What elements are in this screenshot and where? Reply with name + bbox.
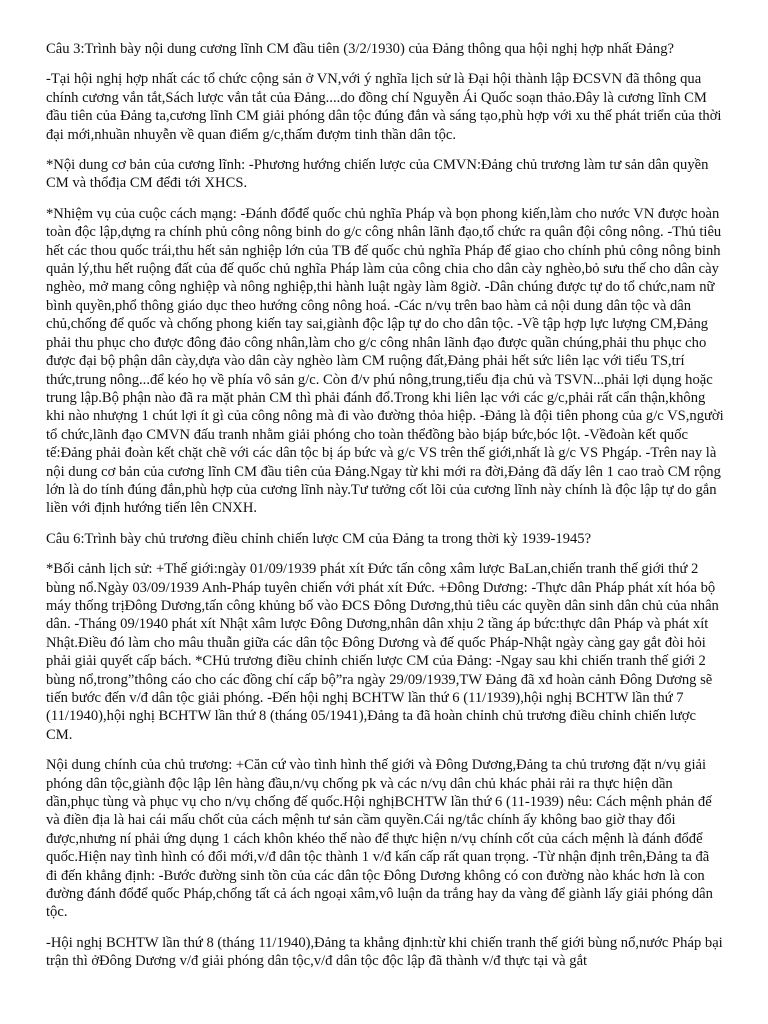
question-3-heading: Câu 3:Trình bày nội dung cương lĩnh CM đầu tiên (3/2/1930) của Đảng thông qua hội nghị hợp nhất Đảng? xyxy=(46,41,674,57)
question-3-tasks-paragraph: *Nhiệm vụ của cuộc cách mạng: -Đánh đổđể quốc chủ nghĩa Pháp và bọn phong kiến,làm cho nước VN được hoàn toàn độc lập,dựng ra chính phủ công nông binh do g/c công nhân lãnh đạo,tổ chức ra quân đội công nông. -Thủ tiêu hết các thou quốc trái,thu hết sản nghiệp lớn của TB đế quốc chủ nghĩa Pháp để giao cho chính phủ công nông binh quản lý,thu hết ruộng đất của đế quốc chủ nghĩa Pháp làm của công chia cho dân cày nghèo,bỏ sưu thế cho dân cày nghèo, mở mang công nghiệp và nông nghiệp,thi hành luật ngày làm 8giờ. -Dân chúng được tự do tổ chức,nam nữ bình quyền,phổ thông giáo dục theo hướng công nông hoá. -Các n/vụ trên bao hàm cả nội dung dân tộc và dân chủ,chống để quốc và chống phong kiến tay sai,giành độc lập tự do cho dân tộc. -Về tập hợp lực lượng CM,Đảng phải thu phục cho được đông đảo công nhân,làm cho g/c công nhân lãnh đạo được quần chúng,phải thu phục cho được đại bộ phận dân cày,dựa vào dân cày nghèo làm CM ruộng đất,Đảng phải hết sức liên lạc với tiểu TS,trí thức,trung nông...để kéo họ về phía vô sản g/c. Còn đ/v phú nông,trung,tiểu địa chủ và TSVN...phải lợi dụng hoặc trung lập.Bộ phận nào đã ra mặt phản CM thì phải đánh đổ.Trong khi liên lạc với các g/c,phải rất cẩn thận,không khi nào nhượng 1 chút lợi ít gì của công nông mà đi vào đường thỏa hiệp. -Đảng là đội tiên phong của g/c VS,người tổ chức,lãnh đạo CMVN đấu tranh nhằm giải phóng cho toàn thểđồng bào bịáp bức,bóc lột. -Vềđoàn kết quốc tế:Đảng phải đoàn kết chặt chẽ với các dân tộc bị áp bức và g/c VS trên thế giới,nhất là g/c VS Phgáp. -Trên nay là nội dung cơ bản của cương lĩnh CM đầu tiên của Đảng.Ngay từ khi mới ra đời,Đảng đã dấy lên 1 cao traò CM rộng lớn là do tính đúng đắn,phù hợp của cương lĩnh này.Tư tưởng cốt lõi của cương lĩnh này chính là độc lập tự do gắn liền với định hướng tiến lên CNXH. xyxy=(46,205,724,517)
question-6-content-paragraph: Nội dung chính của chủ trương: +Căn cứ vào tình hình thế giới và Đông Dương,Đảng ta chủ trương đặt n/vụ giải phóng dân tộc,giành độc lập lên hàng đầu,n/vụ chống pk và các n/vụ dân chủ khác phải rải ra thực hiện dần dần,phục tùng và phục vụ cho n/vụ chống đế quốc.Hội nghịBCHTW lần thứ 6 (11-1939) nêu: Cách mệnh phản đế và điền địa là hai cái mấu chốt của cách mệnh tư sản cầm quyền.Cái ng/tắc chính ấy không bao giờ thay đổi được,nhưng ní phải ứng dụng 1 cách khôn khéo thế nào để thực hiện n/vụ chính cốt của cách mệnh là đánh đổđể quốc.Hiện nay tình hình có đổi mới,v/đ dân tộc thành 1 v/đ kấn cấp rất quan trọng. -Từ nhận định trên,Đảng ta đã đi đến khẳng định: -Bước đường sinh tồn của các dân tộc Đông Dương không có con đường nào khác hơn là con đường đánh đổđể quốc Pháp,chống tất cả ách ngoại xâm,vô luận da trắng hay da vàng để giành lấy giải phóng dân tộc. xyxy=(46,757,713,921)
question-6-conference-paragraph: -Hội nghị BCHTW lần thứ 8 (tháng 11/1940),Đảng ta khẳng định:từ khi chiến tranh thế giới bùng nổ,nước Pháp bại trận thì ởĐông Dương v/đ giải phóng dân tộc,v/đ dân tộc độc lập đã thành v/đ thực tại và gắt xyxy=(46,934,723,970)
question-3-strategy-paragraph: *Nội dung cơ bản của cương lĩnh: -Phương hướng chiến lược của CMVN:Đảng chủ trương làm tư sản dân quyền CM và thổđịa CM đểđi tới XHCS. xyxy=(46,157,709,192)
question-6-heading: Câu 6:Trình bày chủ trương điều chỉnh chiến lược CM của Đảng ta trong thời kỳ 1939-1945? xyxy=(46,530,592,547)
question-3-intro-paragraph: -Tại hội nghị hợp nhất các tổ chức cộng sản ở VN,với ý nghĩa lịch sử là Đại hội thành lập ĐCSVN đã thông qua chính cương vắn tắt,Sách lược vắn tắt của Đảng....do đồng chí Nguyễn Ái Quốc soạn thảo.Đây là cương lĩnh CM đầu tiên của Đảng ta,cương lĩnh CM giải phóng dân tộc đúng đắn và sáng tạo,phù hợp với xu thế phát triển của thời đại mới,nhuần nhuyễn về quan điểm g/c,thấm đượm tinh thần dân tộc. xyxy=(46,71,722,143)
question-6-context-paragraph: *Bối cảnh lịch sử: +Thế giới:ngày 01/09/1939 phát xít Đức tấn công xâm lược BaLan,chiến tranh thế giới thứ 2 bùng nổ.Ngày 03/09/1939 Anh-Pháp tuyên chiến với phát xít Đức. +Đông Dương: -Thực dân Pháp phát xít hóa bộ máy thống trịĐông Dương,tấn công khủng bố vào ĐCS Đông Dương,thủ tiêu các quyền dân sinh dân chủ của nhân dân. -Tháng 09/1940 phát xít Nhật xâm lược Đông Dương,nhân dân xhịu 2 tầng áp bức:thực dân Pháp và phát xít Nhật.Điều đó làm cho mâu thuẫn giữa các dân tộc Đông Dương và đế quốc Pháp-Nhật ngày càng gay gắt đòi hỏi phải giải quyết cấp bách. *CHủ trương điều chỉnh chiến lược CM của Đảng: -Ngay sau khi chiến tranh thế giới 2 bùng nổ,trong”thông cáo cho các đồng chí cấp bộ”ra ngày 29/09/1939,TW Đảng đã xđ hoàn cảnh Đông Dương sẽ tiến bước đến v/đ dân tộc giải phóng. -Đến hội nghị BCHTW lần thứ 6 (11/1939),hội nghị BCHTW lần thứ 7 (11/1940),hội nghị BCHTW lần thứ 8 (tháng 05/1941),Đảng ta đã hoàn chỉnh chủ trương điều chỉnh chiến lược CM. xyxy=(46,561,719,743)
